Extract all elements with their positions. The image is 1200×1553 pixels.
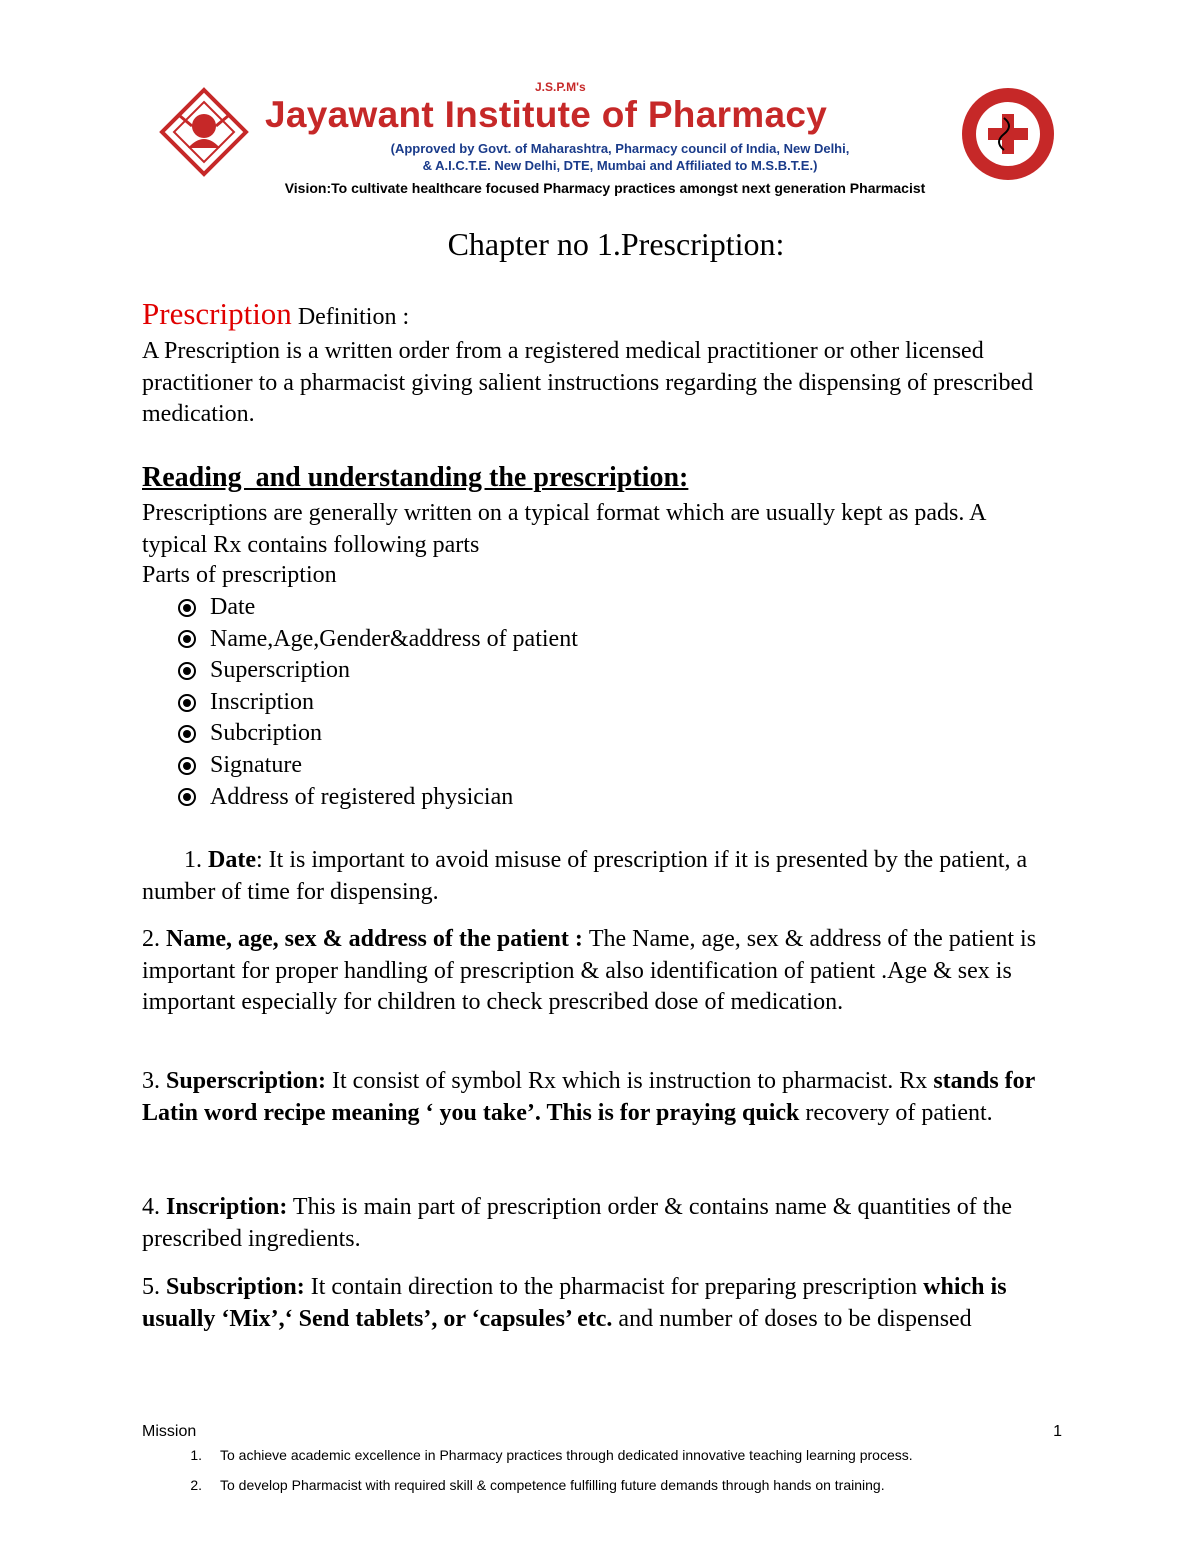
list-item (178, 718, 578, 750)
paragraph-number: 5. (142, 1274, 166, 1300)
paragraph-text: It contain direction to the pharmacist for preparing prescription (304, 1274, 924, 1300)
paragraph-term: Subscription: (166, 1274, 305, 1300)
radio-bullet-icon (178, 599, 196, 617)
list-item (178, 624, 578, 656)
mission-label: Mission (142, 1423, 197, 1440)
paragraph-date (142, 845, 1062, 908)
list-item-text: Inscription (210, 688, 314, 715)
definition-label-red: Prescription (142, 296, 292, 331)
page-number: 1 (1053, 1423, 1062, 1440)
paragraph-emphasis: which is usually ‘Mix’,‘ Send tablets’, or ‘capsules’ etc. (142, 1274, 1007, 1332)
jspm-emblem-icon (158, 86, 250, 178)
paragraph-text: It consist of symbol Rx which is instruction to pharmacist. Rx (326, 1068, 934, 1094)
list-item-text: Signature (210, 752, 302, 779)
definition-label-rest: Definition : (291, 304, 410, 330)
paragraph-term: Name, age, sex & address of the patient : (166, 926, 589, 952)
list-item-text: To develop Pharmacist with required skill & competence fulfilling future demands through hands on training. (220, 1477, 885, 1493)
paragraph-text: The Name, age, sex & address of the patient is important for proper handling of prescription & also identification of patient .Age & sex is important especially for children to check prescribed dose of medication. (142, 926, 1037, 1015)
list-item (178, 687, 578, 719)
section-heading: Reading and understanding the prescription: (142, 462, 689, 493)
parts-list (178, 592, 578, 813)
paragraph-term: Date (208, 847, 256, 873)
pharmacy-cross-seal-icon (958, 84, 1058, 184)
list-item-text: Subcription (210, 720, 322, 747)
institute-name: Jayawant Institute of Pharmacy (265, 94, 828, 135)
paragraph-number: 2. (142, 926, 166, 952)
paragraph-number: 3. (142, 1068, 166, 1094)
list-item-text: Date (210, 594, 256, 621)
paragraph-superscription (142, 1066, 1062, 1129)
mission-list (142, 1447, 913, 1507)
radio-bullet-icon (178, 630, 196, 648)
list-item (142, 1477, 913, 1507)
paragraph-term: Superscription: (166, 1068, 327, 1094)
paragraph-text: : It is important to avoid misuse of prescription if it is presented by the patient, a number of time for dispensing. (142, 847, 1028, 905)
paragraph-number: 4. (142, 1194, 166, 1220)
paragraph-emphasis: stands for Latin word recipe meaning ‘ you take’. This is for praying quick (142, 1068, 1035, 1126)
paragraph-subscription (142, 1272, 1062, 1335)
paragraph-inscription (142, 1192, 1062, 1255)
list-item-number: 2. (190, 1477, 202, 1493)
list-item (178, 782, 578, 814)
paragraph-text: and number of doses to be dispensed (612, 1305, 972, 1332)
list-item-text: Name,Age,Gender&address of patient (210, 625, 578, 652)
paragraph-term: Inscription: (166, 1194, 288, 1220)
radio-bullet-icon (178, 725, 196, 743)
section-intro: Prescriptions are generally written on a typical format which are usually kept as pads. A typical Rx contains following parts (142, 500, 986, 558)
approval-text (340, 140, 900, 174)
paragraph-name-age-sex (142, 924, 1062, 1019)
parts-title: Parts of prescription (142, 562, 337, 588)
radio-bullet-icon (178, 788, 196, 806)
list-item (178, 750, 578, 782)
list-item-text: Superscription (210, 657, 350, 684)
jspm-label: J.S.P.M's (535, 80, 586, 94)
list-item (178, 655, 578, 687)
list-item (178, 592, 578, 624)
approval-line-1: (Approved by Govt. of Maharashtra, Pharmacy council of India, New Delhi, (390, 141, 850, 156)
letterhead (140, 78, 1070, 206)
list-item (142, 1447, 913, 1477)
list-item-number: 1. (190, 1447, 202, 1463)
paragraph-number: 1. (184, 847, 208, 873)
definition-heading (142, 298, 409, 334)
list-item-text: To achieve academic excellence in Pharmacy practices through dedicated innovative teaching learning process. (220, 1447, 913, 1463)
list-item-text: Address of registered physician (210, 783, 514, 810)
paragraph-text: recovery of patient. (799, 1099, 993, 1126)
radio-bullet-icon (178, 757, 196, 775)
definition-body: A Prescription is a written order from a registered medical practitioner or other licensed practitioner to a pharmacist giving salient instructions regarding the dispensing of prescribed medication. (142, 338, 1034, 427)
radio-bullet-icon (178, 694, 196, 712)
radio-bullet-icon (178, 662, 196, 680)
vision-statement: Vision:To cultivate healthcare focused Pharmacy practices amongst next generation Pharmacist (284, 180, 926, 196)
paragraph-text: This is main part of prescription order & contains name & quantities of the prescribed ingredients. (142, 1194, 1013, 1252)
chapter-title: Chapter no 1.Prescription: (447, 226, 785, 262)
approval-line-2: & A.I.C.T.E. New Delhi, DTE, Mumbai and Affiliated to M.S.B.T.E.) (422, 158, 818, 173)
